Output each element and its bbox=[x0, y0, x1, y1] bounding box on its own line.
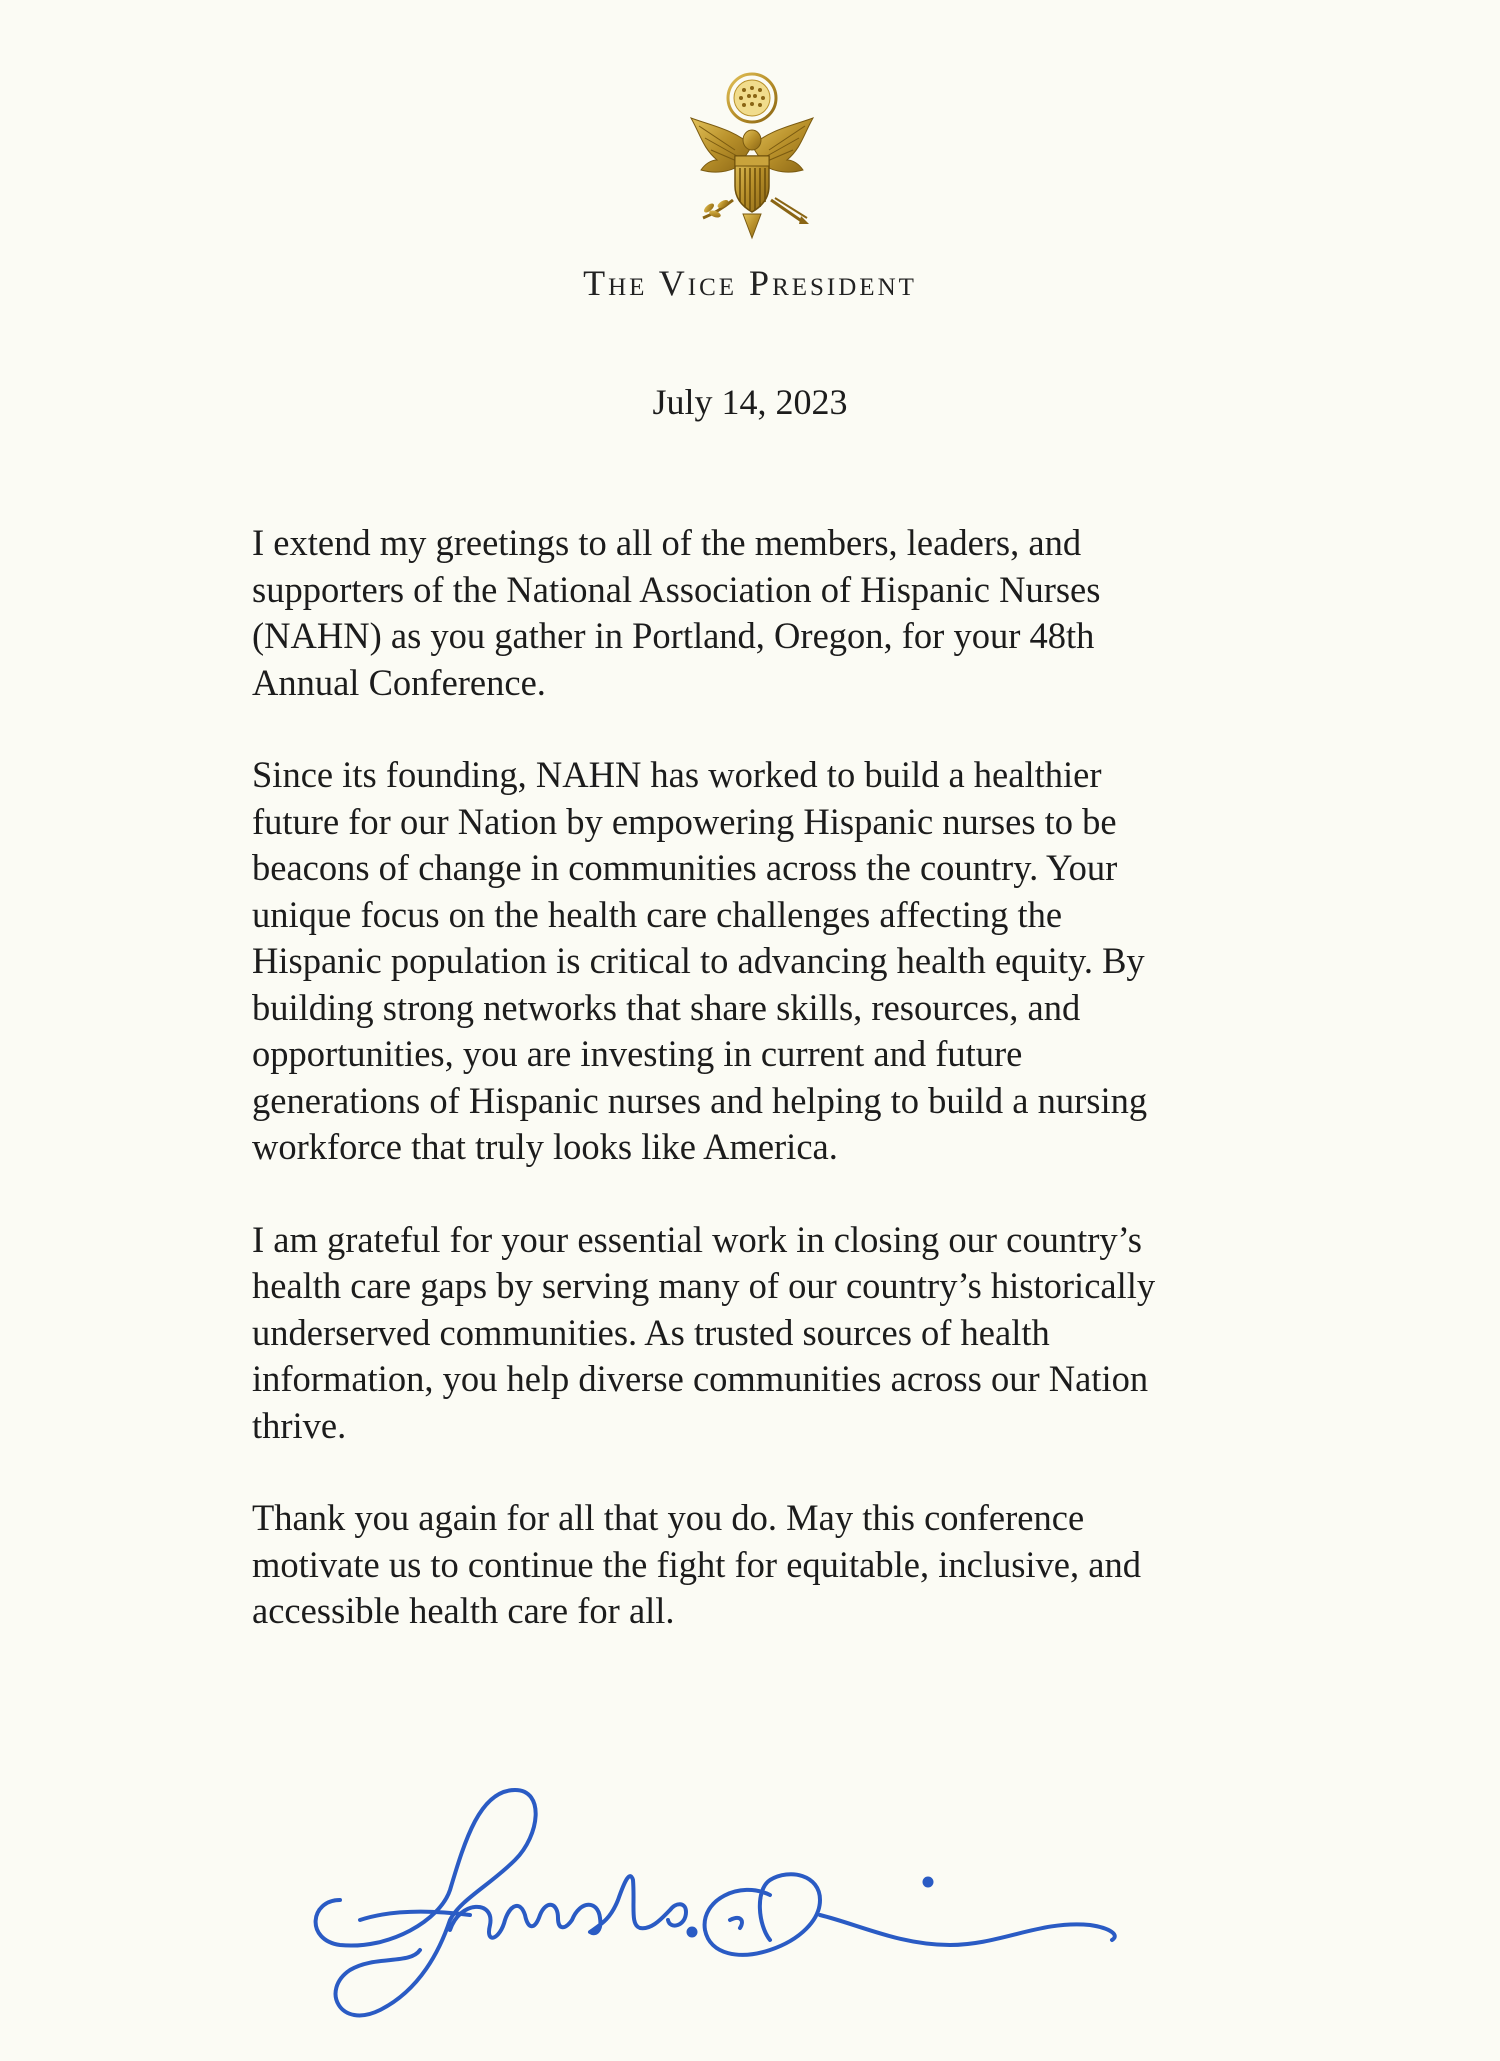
text-line: Annual Conference. bbox=[252, 661, 546, 703]
paragraph-closing bbox=[252, 1495, 1272, 1635]
letter-body bbox=[252, 520, 1272, 1681]
text-line: information, you help diverse communities across our Nation bbox=[252, 1358, 1149, 1399]
text-line: unique focus on the health care challenges affecting the bbox=[252, 893, 1063, 935]
text-line: I extend my greetings to all of the members, leaders, and bbox=[252, 522, 1082, 563]
text-line: workforce that truly looks like America. bbox=[252, 1126, 838, 1167]
text-line: underserved communities. As trusted sources of health bbox=[252, 1311, 1050, 1353]
text-line: thrive. bbox=[252, 1404, 347, 1446]
text-line: motivate us to continue the fight for equitable, inclusive, and bbox=[252, 1543, 1141, 1585]
vice-presidential-seal bbox=[683, 68, 821, 246]
text-line: building strong networks that share skills, resources, and bbox=[252, 986, 1081, 1028]
letter-date: July 14, 2023 bbox=[652, 382, 848, 422]
paragraph-mission bbox=[252, 752, 1272, 1171]
text-line: health care gaps by serving many of our country’s historically bbox=[252, 1265, 1156, 1306]
paragraph-greeting bbox=[252, 520, 1272, 706]
text-line: supporters of the National Association of Hispanic Nurses bbox=[252, 568, 1101, 610]
signature bbox=[300, 1750, 1200, 2050]
text-line: future for our Nation by empowering Hispanic nurses to be bbox=[252, 800, 1117, 842]
text-line: Hispanic population is critical to advancing health equity. By bbox=[252, 940, 1145, 981]
text-line: (NAHN) as you gather in Portland, Oregon, for your 48th bbox=[252, 615, 1095, 656]
text-line: Since its founding, NAHN has worked to build a healthier bbox=[252, 754, 1102, 795]
text-line: opportunities, you are investing in current and future bbox=[252, 1033, 1023, 1074]
paragraph-gratitude bbox=[252, 1217, 1272, 1450]
text-line: Thank you again for all that you do. May this conference bbox=[252, 1497, 1085, 1538]
text-line: I am grateful for your essential work in closing our country’s bbox=[252, 1218, 1142, 1260]
office-title: The Vice President bbox=[583, 263, 917, 303]
text-line: accessible health care for all. bbox=[252, 1590, 675, 1631]
text-line: beacons of change in communities across the country. Your bbox=[252, 847, 1118, 888]
text-line: generations of Hispanic nurses and helping to build a nursing bbox=[252, 1079, 1148, 1121]
